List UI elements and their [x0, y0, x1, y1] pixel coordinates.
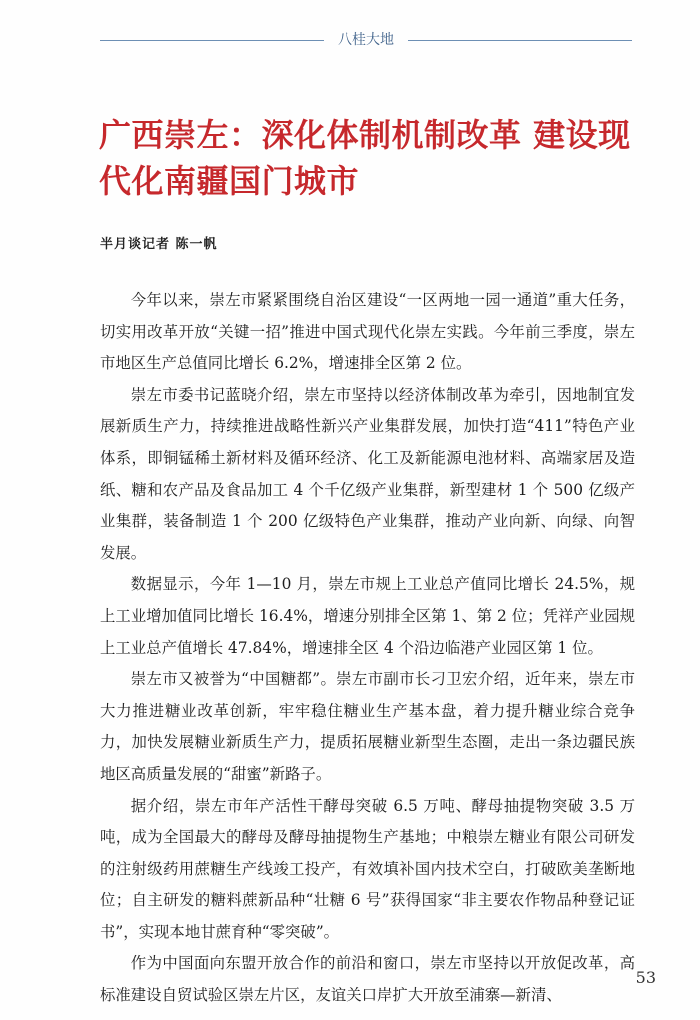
section-title: 八桂大地	[338, 32, 394, 48]
page-header	[100, 30, 632, 50]
paragraph: 作为中国面向东盟开放合作的前沿和窗口，崇左市坚持以开放促改革，高标准建设自贸试验区崇左片区，友谊关口岸扩大开放至浦寨—新清、	[100, 954, 635, 1005]
article-body	[100, 285, 635, 1012]
header-rule-right	[408, 40, 632, 41]
paragraph: 数据显示，今年 1—10 月，崇左市规上工业总产值同比增长 24.5%，规上工业增加值同比增长 16.4%，增速分别排全区第 1、第 2 位；凭祥产业园规上工业总产值增长 47.84%，增速排全区 4 个沿边临港产业园区第 1 位。	[100, 575, 635, 657]
paragraph: 据介绍，崇左市年产活性干酵母突破 6.5 万吨、酵母抽提物突破 3.5 万吨，成为全国最大的酵母及酵母抽提物生产基地；中粮崇左糖业有限公司研发的注射级药用蔗糖生产线竣工投产，有效填补国内技术空白，打破欧美垄断地位；自主研发的糖料蔗新品种“壮糖 6 号”获得国家“非主要农作物品种登记证书”，实现本地甘蔗育种“零突破”。	[100, 796, 635, 941]
paragraph: 今年以来，崇左市紧紧围绕自治区建设“一区两地一园一通道”重大任务，切实用改革开放“关键一招”推进中国式现代化崇左实践。今年前三季度，崇左市地区生产总值同比增长 6.2%，增速排全区第 2 位。	[100, 291, 635, 373]
article-title: 广西崇左：深化体制机制改革 建设现代化南疆国门城市	[99, 116, 631, 200]
header-rule-left	[100, 40, 324, 41]
paragraph: 崇左市又被誉为“中国糖都”。崇左市副市长刁卫宏介绍，近年来，崇左市大力推进糖业改革创新，牢牢稳住糖业生产基本盘，着力提升糖业综合竞争力，加快发展糖业新质生产力，提质拓展糖业新型生态圈，走出一条边疆民族地区高质量发展的“甜蜜”新路子。	[100, 670, 635, 783]
paragraph: 崇左市委书记蓝晓介绍，崇左市坚持以经济体制改革为牵引，因地制宜发展新质生产力，持续推进战略性新兴产业集群发展，加快打造“411”特色产业体系，即铜锰稀土新材料及循环经济、化工及新能源电池材料、高端家居及造纸、糖和农产品及食品加工 4 个千亿级产业集群，新型建材 1 个 500 亿级产业集群，装备制造 1 个 200 亿级特色产业集群，推动产业向新、向绿、向智发展。	[100, 385, 635, 562]
page-number: 53	[635, 968, 656, 987]
article-byline: 半月谈记者 陈一帆	[100, 237, 218, 252]
